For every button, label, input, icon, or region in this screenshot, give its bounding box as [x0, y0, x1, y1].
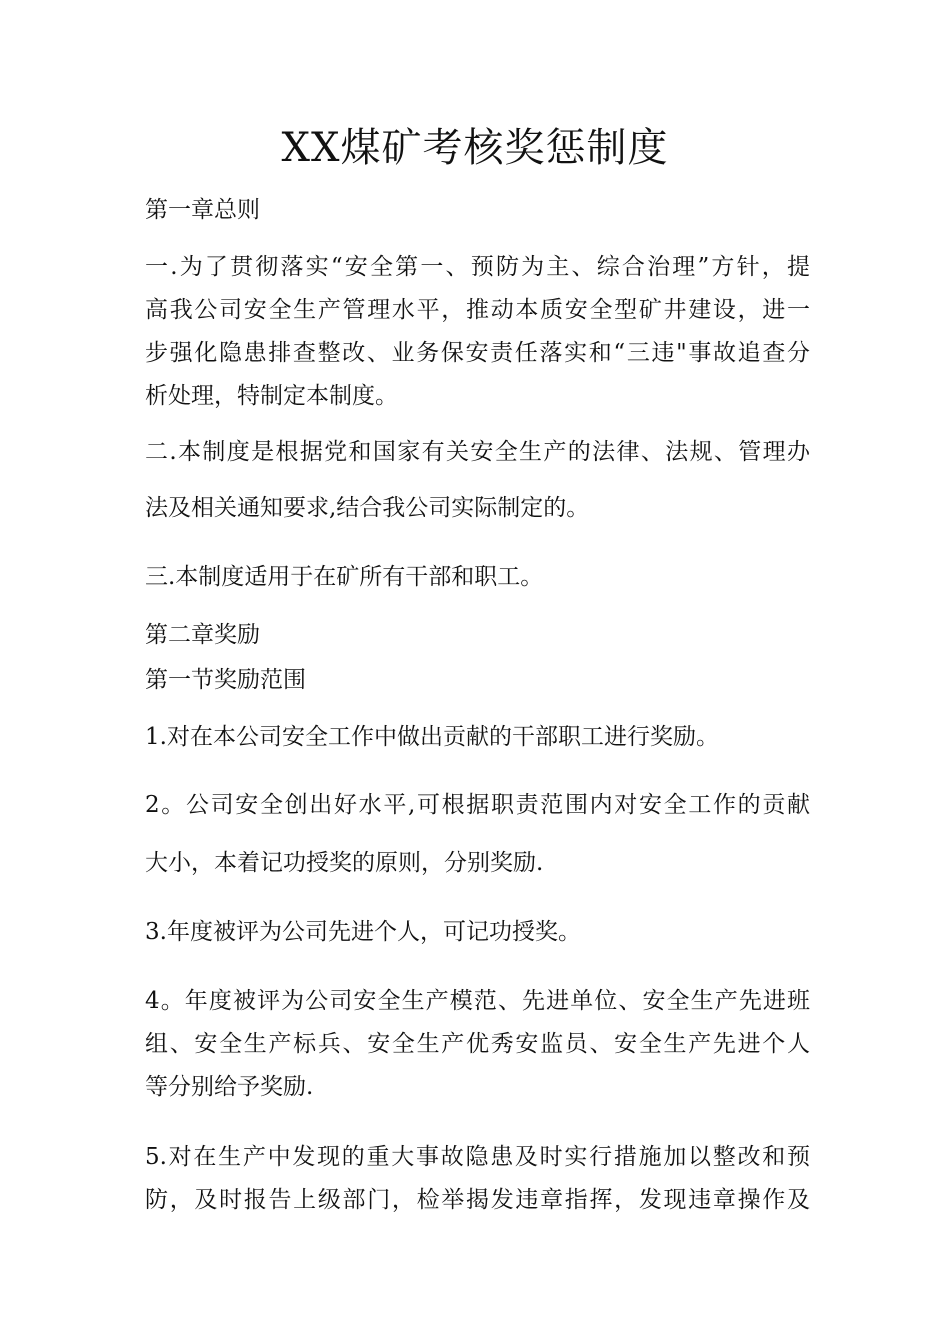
paragraph-line: 步强化隐患排查整改、业务保安责任落实和“三违"事故追查分 — [145, 340, 810, 366]
paragraph-line: 等分别给予奖励. — [145, 1074, 314, 1100]
paragraph-line: 三.本制度适用于在矿所有干部和职工。 — [145, 564, 544, 590]
paragraph-line: 一.为了贯彻落实“安全第一、预防为主、综合治理”方针，提 — [145, 254, 810, 280]
paragraph-line: 二.本制度是根据党和国家有关安全生产的法律、法规、管理办 — [145, 439, 810, 465]
paragraph-line: 析处理，特制定本制度。 — [145, 383, 398, 409]
paragraph-line: 防，及时报告上级部门，检举揭发违章指挥，发现违章操作及 — [145, 1187, 810, 1213]
document-title: XX煤矿考核奖惩制度 — [281, 125, 669, 171]
paragraph-line: 组、安全生产标兵、安全生产优秀安监员、安全生产先进个人 — [145, 1031, 810, 1057]
chapter-heading: 第一章总则 — [145, 197, 260, 223]
paragraph-line: 高我公司安全生产管理水平，推动本质安全型矿井建设，进一 — [145, 297, 810, 323]
paragraph-line: 3.年度被评为公司先进个人，可记功授奖。 — [145, 919, 581, 945]
paragraph-line: 5.对在生产中发现的重大事故隐患及时实行措施加以整改和预 — [145, 1144, 810, 1170]
paragraph-line: 法及相关通知要求,结合我公司实际制定的。 — [145, 495, 590, 521]
paragraph-line: 大小，本着记功授奖的原则，分别奖励. — [145, 850, 544, 876]
paragraph-line: 4。年度被评为公司安全生产模范、先进单位、安全生产先进班 — [145, 988, 810, 1014]
chapter-heading: 第二章奖励 — [145, 622, 260, 648]
paragraph-line: 1.对在本公司安全工作中做出贡献的干部职工进行奖励。 — [145, 724, 719, 750]
paragraph-line: 2。公司安全创出好水平,可根据职责范围内对安全工作的贡献 — [145, 792, 810, 818]
section-heading: 第一节奖励范围 — [145, 667, 306, 693]
